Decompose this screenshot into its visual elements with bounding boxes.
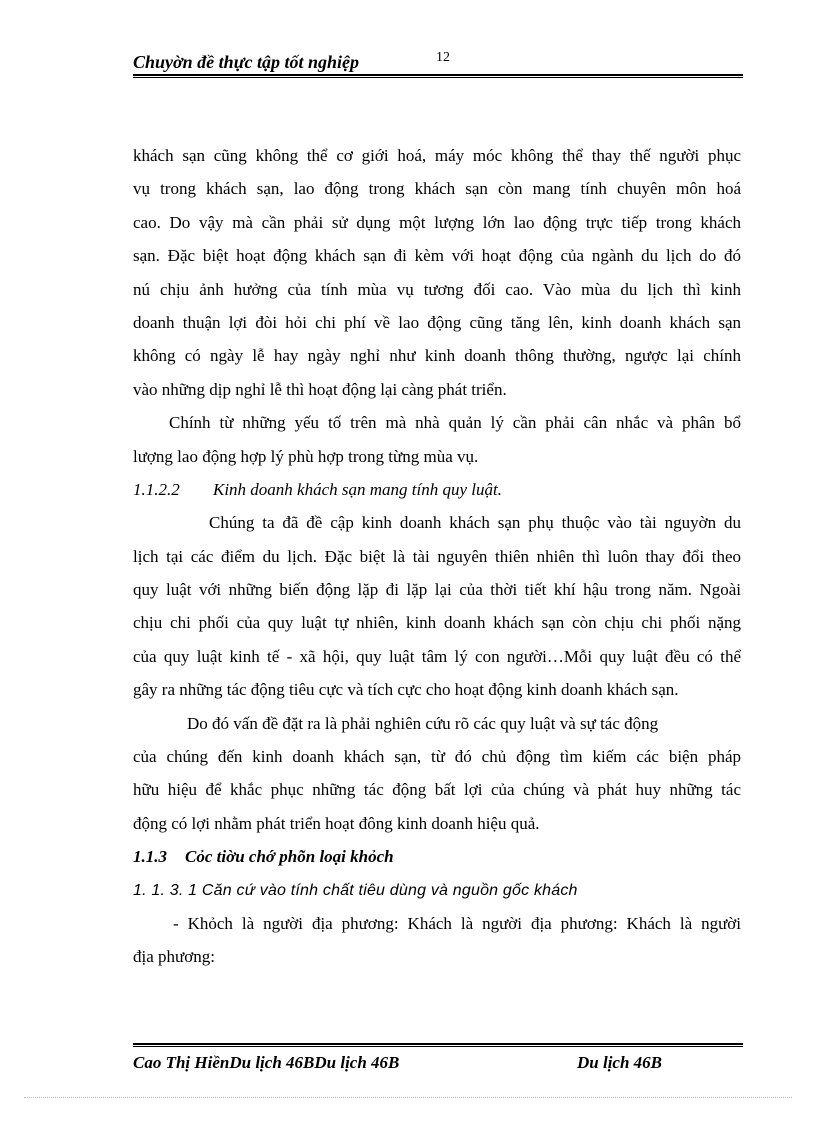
text-line: gây ra những tác động tiêu cực và tích cực cho hoạt động kinh doanh khách sạn. bbox=[133, 680, 679, 700]
text-line: Chính từ những yếu tố trên mà nhà quản lý cần phải cân nhắc và phân bổ bbox=[169, 413, 741, 433]
page-number: 12 bbox=[436, 50, 450, 65]
text-line: doanh thuận lợi đòi hỏi chi phí về lao động cũng tăng lên, kinh doanh khách sạn bbox=[133, 312, 741, 332]
footer-author: Cao Thị HiềnDu lịch 46BDu lịch 46B bbox=[133, 1053, 400, 1072]
document-body bbox=[133, 139, 741, 974]
text-line: không có ngày lễ hay ngày nghỉ như kinh doanh thông thường, ngược lại chính bbox=[133, 346, 741, 366]
header-rule bbox=[133, 74, 743, 78]
text-line: Chúng ta đã đề cập kinh doanh khách sạn phụ thuộc vào tài nguyờn du bbox=[209, 513, 741, 533]
heading-number: 1.1.2.2 bbox=[133, 479, 180, 499]
text-line: sạn. Đặc biệt hoạt động khách sạn đi kèm với hoạt động của ngành du lịch do đó bbox=[133, 246, 741, 266]
text-line: vào những dịp nghỉ lễ thì hoạt động lại càng phát triển. bbox=[133, 379, 507, 399]
text-line: vụ trong khách sạn, lao động trong khách sạn còn mang tính chuyên môn hoá bbox=[133, 179, 741, 199]
text-line: Do đó vấn đề đặt ra là phải nghiên cứu rõ các quy luật và sự tác động bbox=[187, 713, 659, 733]
text-line: cao. Do vậy mà cần phải sử dụng một lượng lớn lao động trực tiếp trong khách bbox=[133, 212, 741, 232]
text-line: hữu hiệu để khắc phục những tác động bất lợi của chúng và phát huy những tác bbox=[133, 780, 741, 800]
text-line: của chúng đến kinh doanh khách sạn, từ đó chủ động tìm kiếm các biện pháp bbox=[133, 747, 741, 767]
page-header bbox=[133, 50, 743, 78]
text-line: lịch tại các điểm du lịch. Đặc biệt là tài nguyên thiên nhiên thì luôn thay đổi theo bbox=[133, 546, 741, 566]
text-line: quy luật với những biến động lặp đi lặp lại của thời tiết khí hậu trong năm. Ngoài bbox=[133, 580, 741, 600]
heading-number: 1.1.3 bbox=[133, 847, 167, 867]
section-heading-1-1-2-2 bbox=[133, 473, 741, 506]
page-footer bbox=[133, 1043, 743, 1083]
section-heading-1-1-3 bbox=[133, 840, 741, 873]
footer-class: Du lịch 46B bbox=[577, 1053, 663, 1072]
heading-text: Kinh doanh khách sạn mang tính quy luật. bbox=[213, 479, 502, 499]
heading-text: Cỏc tiờu chớ phõn loại khỏch bbox=[185, 847, 394, 867]
text-line: động có lợi nhằm phát triển hoạt đông kinh doanh hiệu quả. bbox=[133, 813, 540, 833]
text-line: khách sạn cũng không thể cơ giới hoá, máy móc không thể thay thế người phục bbox=[133, 146, 741, 165]
text-line: nú chịu ảnh hưởng của tính mùa vụ tương đối cao. Vào mùa du lịch thì kinh bbox=[133, 279, 741, 299]
text-line: chịu chi phối của quy luật tự nhiên, kinh doanh khách sạn còn chịu chi phối nặng bbox=[133, 613, 741, 633]
footer-rule bbox=[133, 1043, 743, 1047]
header-title: Chuyờn đề thực tập tốt nghiệp bbox=[133, 52, 359, 72]
text-line: - Khỏch là người địa phương: Khách là người địa phương: Khách là người bbox=[173, 913, 741, 933]
text-line: địa phương: bbox=[133, 947, 215, 967]
text-line: của quy luật kinh tế - xã hội, quy luật tâm lý con người…Mỗi quy luật đều có thể bbox=[133, 646, 741, 666]
page-edge-divider bbox=[24, 1097, 792, 1098]
section-heading-1-1-3-1: 1. 1. 3. 1 Căn cứ vào tính chất tiêu dùng và nguồn gốc khách bbox=[133, 881, 578, 899]
text-line: lượng lao động hợp lý phù hợp trong từng mùa vụ. bbox=[133, 446, 479, 466]
